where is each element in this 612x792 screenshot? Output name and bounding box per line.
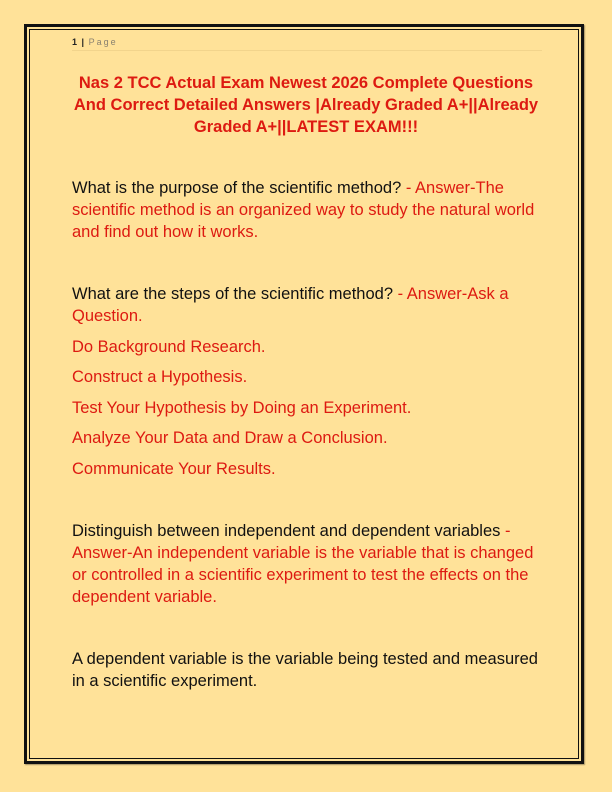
qa-item-1: [72, 177, 547, 243]
qa-item-2: [72, 283, 547, 327]
step-item: Analyze Your Data and Draw a Conclusion.: [72, 429, 388, 447]
spacer: [72, 388, 547, 397]
page-header: [72, 36, 542, 51]
step-item: Do Background Research.: [72, 337, 266, 356]
answer-text: - Answer-Ask a Question.: [72, 285, 509, 325]
spacer: [72, 449, 547, 458]
page-number: 1: [72, 37, 78, 47]
step-item: Construct a Hypothesis.: [72, 368, 248, 386]
spacer: [72, 480, 547, 520]
document-title: Nas 2 TCC Actual Exam Newest 2026 Complete Questions And Correct Detailed Answers |Already Graded A+||Already Graded A+||LATEST EXAM!!!: [73, 74, 539, 136]
spacer: [72, 608, 547, 648]
question-text: What is the purpose of the scientific method?: [72, 179, 402, 197]
answer-text: - Answer-The scientific method is an organized way to study the natural world and find out how it works.: [72, 179, 535, 241]
qa-item-3: [72, 520, 547, 608]
step-item: Communicate Your Results.: [72, 459, 276, 478]
page-header-separator: |: [81, 37, 85, 47]
spacer: [72, 419, 547, 428]
page-label: Page: [88, 37, 118, 47]
spacer: [72, 243, 547, 283]
question-text: What are the steps of the scientific method?: [72, 285, 394, 303]
step-item: Test Your Hypothesis by Doing an Experiment.: [72, 398, 412, 417]
spacer: [72, 358, 547, 367]
document-body: [72, 177, 547, 692]
spacer: [72, 327, 547, 336]
answer-text: - Answer-An independent variable is the variable that is changed or controlled in a scientific experiment to test the effects on the dependent variable.: [72, 521, 534, 606]
question-text: Distinguish between independent and dependent variables: [72, 521, 501, 540]
trailing-paragraph: A dependent variable is the variable being tested and measured in a scientific experiment.: [72, 649, 538, 690]
